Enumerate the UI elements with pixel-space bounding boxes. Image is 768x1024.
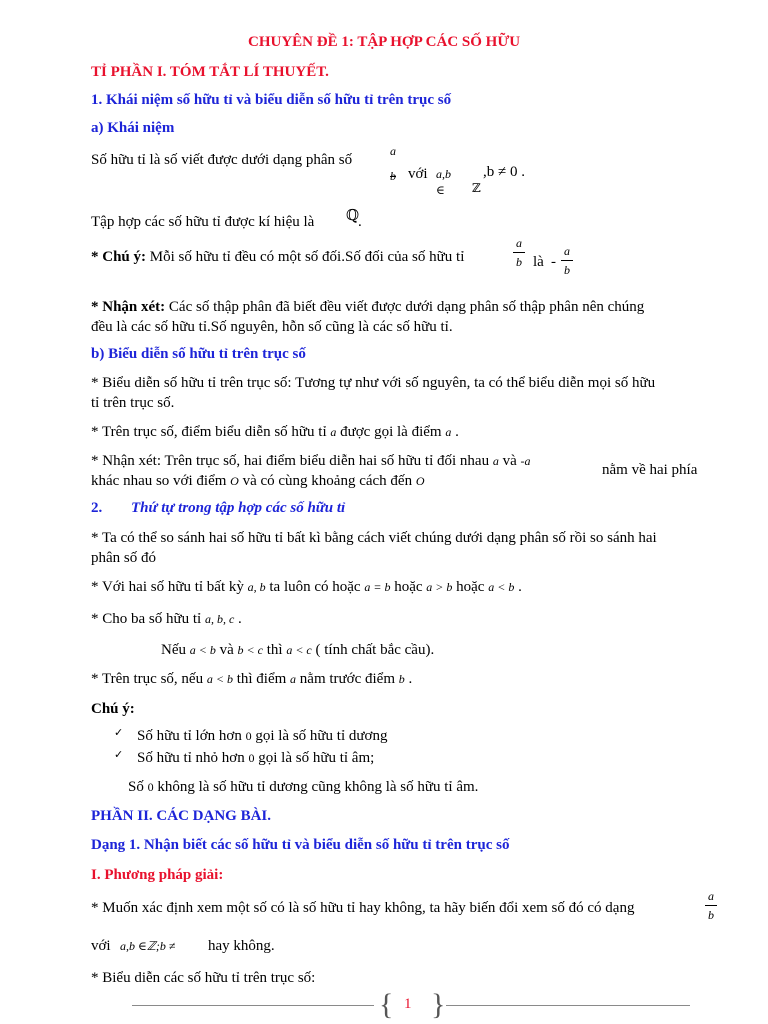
o2-expr-2: a > b [426, 580, 453, 594]
def-ab: a,b [436, 167, 451, 181]
frac-den: b [516, 255, 522, 269]
o2-expr-3: a < b [488, 580, 515, 594]
b2-line [91, 422, 459, 442]
part-2-heading: PHẦN II. CÁC DẠNG BÀI. [91, 808, 272, 824]
bullet-1-text-2: gọi là số hữu tỉ dương [255, 728, 388, 744]
note-1-text: Mỗi số hữu tỉ đều có một số đối.Số đối của số hữu tỉ [149, 249, 465, 265]
note-1-label: * Chú ý: [91, 249, 147, 265]
o3-abc: a, b, c [204, 612, 235, 626]
o2-text-4: hoặc [456, 579, 485, 595]
def-in-symbol: ∈ [436, 183, 445, 197]
page-number: 1 [404, 996, 412, 1012]
m2-voi: với [91, 938, 111, 954]
m1-text: * Muốn xác định xem một số có là số hữu tỉ hay không, ta hãy biến đổi xem số đó có dạng [91, 900, 635, 916]
o4-expr-3: a < c [286, 643, 312, 657]
o5-dot: . [408, 671, 413, 687]
bullet-positive [137, 726, 387, 746]
note-2-label: Chú ý: [91, 701, 135, 717]
method-heading: I. Phương pháp giải: [91, 867, 224, 883]
set-q-dot: . [358, 214, 362, 230]
m2-text: hay không. [208, 938, 275, 954]
bullet-1-zero: 0 [245, 729, 252, 743]
b1-line-1: * Biểu diễn số hữu tỉ trên trục số: Tương tự như với số nguyên, ta có thể biểu diễn mọi số hữu [91, 375, 656, 391]
frac-num: a [564, 244, 570, 258]
bullet-2-text-2: gọi là số hữu tỉ âm; [258, 750, 375, 766]
o5-text-1: * Trên trục số, nếu [91, 671, 204, 687]
part-1-heading: TỈ PHẦN I. TÓM TẮT LÍ THUYẾT. [91, 64, 329, 80]
o2-expr-1: a = b [364, 580, 391, 594]
remark-1-label: * Nhận xét: [91, 299, 166, 315]
bullet-negative [137, 748, 374, 768]
def-voi: với [408, 166, 428, 182]
b3-text-2: nằm về hai phía [602, 462, 698, 478]
bullet-2-text-1: Số hữu tỉ nhỏ hơn [137, 750, 245, 766]
o4-thi: thì [266, 642, 283, 658]
b3-line-1 [91, 451, 531, 471]
o4-va: và [219, 642, 234, 658]
dang-1-heading: Dạng 1. Nhận biết các số hữu tỉ và biểu diễn số hữu tỉ trên trục số [91, 837, 510, 853]
frac-den: b [564, 263, 570, 277]
frac-den: b [708, 908, 714, 922]
check-icon: ✓ [114, 749, 124, 761]
set-q-text: Tập hợp các số hữu tỉ được kí hiệu là [91, 214, 315, 230]
fraction-neg-a-over-b [561, 244, 573, 277]
note-1-la: là [533, 254, 544, 270]
def-condition: ,b ≠ 0 . [483, 164, 525, 180]
b2-a-2: a [445, 425, 452, 439]
o4-expr-1: a < b [189, 643, 216, 657]
fraction-a-over-b [513, 236, 525, 269]
page-title: CHUYÊN ĐỀ 1: TẬP HỢP CÁC SỐ HỮU [248, 34, 521, 50]
section-1a-heading: a) Khái niệm [91, 120, 175, 136]
frac-num: a [516, 236, 522, 250]
b2-text-2: được gọi là điểm [340, 424, 442, 440]
footer-line-right [446, 1005, 690, 1006]
q-symbol: ℚ [346, 208, 360, 224]
o3-text: * Cho ba số hữu tỉ [91, 611, 202, 627]
definition-text: Số hữu tỉ là số viết được dưới dạng phân số [91, 152, 353, 168]
o2-text-1: * Với hai số hữu tỉ bất kỳ [91, 579, 244, 595]
def-frac-num: a [390, 144, 396, 158]
b3-text-1: * Nhận xét: Trên trục số, hai điểm biểu diễn hai số hữu tỉ đối nhau [91, 453, 490, 469]
zero-statement [128, 777, 478, 797]
b3-line-2 [91, 471, 425, 491]
o5-a: a [290, 672, 297, 686]
o2-text-3: hoặc [394, 579, 423, 595]
b3-o-2: O [415, 474, 425, 488]
bullet-2-zero: 0 [248, 751, 255, 765]
m2-expr: a,b ∈ℤ;b ≠ [120, 939, 176, 953]
b2-a-1: a [330, 425, 337, 439]
m3-text: * Biểu diễn các số hữu tỉ trên trục số: [91, 970, 316, 986]
fraction-a-over-b [705, 889, 717, 922]
b3-text-3: khác nhau so với điểm [91, 473, 227, 489]
check-icon: ✓ [114, 727, 124, 739]
o1-line-2: phân số đó [91, 550, 156, 566]
remark-1-line-1 [91, 297, 644, 317]
b2-dot: . [455, 424, 459, 440]
b3-o-1: O [230, 474, 239, 488]
note-1 [91, 247, 464, 267]
b2-text-1: * Trên trục số, điểm biểu diễn số hữu tỉ [91, 424, 327, 440]
def-frac-den: b [390, 169, 396, 183]
o3-dot: . [238, 611, 242, 627]
o4-line [161, 640, 434, 660]
o2-dot: . [518, 579, 522, 595]
footer-left-bracket: { [379, 988, 394, 1021]
zero-value: 0 [147, 780, 154, 794]
remark-1-line-2: đều là các số hữu tỉ.Số nguyên, hỗn số cũng là các số hữu tỉ. [91, 319, 453, 335]
o5-b: b [398, 672, 405, 686]
o5-expr: a < b [206, 672, 233, 686]
def-z-symbol: ℤ [472, 181, 481, 195]
o4-expr-2: b < c [237, 643, 263, 657]
o2-ab: a, b [247, 580, 266, 594]
b1-line-2: tỉ trên trục số. [91, 395, 175, 411]
zero-text-1: Số [128, 779, 144, 795]
b3-va: và [502, 453, 517, 469]
o1-line-1: * Ta có thể so sánh hai số hữu tỉ bất kì bằng cách viết chúng dưới dạng phân số rồi so sánh hai [91, 530, 657, 546]
o3-line [91, 609, 242, 629]
remark-1-text: Các số thập phân đã biết đều viết được dưới dạng phân số thập phân nên chúng [168, 299, 645, 315]
o5-text-3: nằm trước điểm [299, 671, 395, 687]
o4-neu: Nếu [161, 642, 186, 658]
section-1b-heading: b) Biểu diễn số hữu tỉ trên trục số [91, 346, 306, 362]
frac-num: a [708, 889, 714, 903]
zero-text-2: không là số hữu tỉ dương cũng không là số hữu tỉ âm. [157, 779, 479, 795]
b3-neg-a: -a [520, 454, 531, 468]
o5-line [91, 669, 412, 689]
footer-line-left [132, 1005, 374, 1006]
minus-sign: - [551, 254, 556, 270]
section-2-number: 2. [91, 500, 103, 516]
bullet-1-text-1: Số hữu tỉ lớn hơn [137, 728, 242, 744]
footer-right-bracket: } [431, 988, 446, 1021]
section-2-heading: Thứ tự trong tập hợp các số hữu tỉ [131, 500, 346, 516]
b3-text-4: và có cùng khoảng cách đến [242, 473, 413, 489]
section-1-heading: 1. Khái niệm số hữu tỉ và biểu diễn số hữu tỉ trên trục số [91, 92, 452, 108]
o4-text: ( tính chất bắc cầu). [315, 642, 435, 658]
o5-text-2: thì điểm [236, 671, 287, 687]
b3-a: a [492, 454, 499, 468]
o2-text-2: ta luôn có hoặc [269, 579, 361, 595]
o2-line [91, 577, 522, 597]
